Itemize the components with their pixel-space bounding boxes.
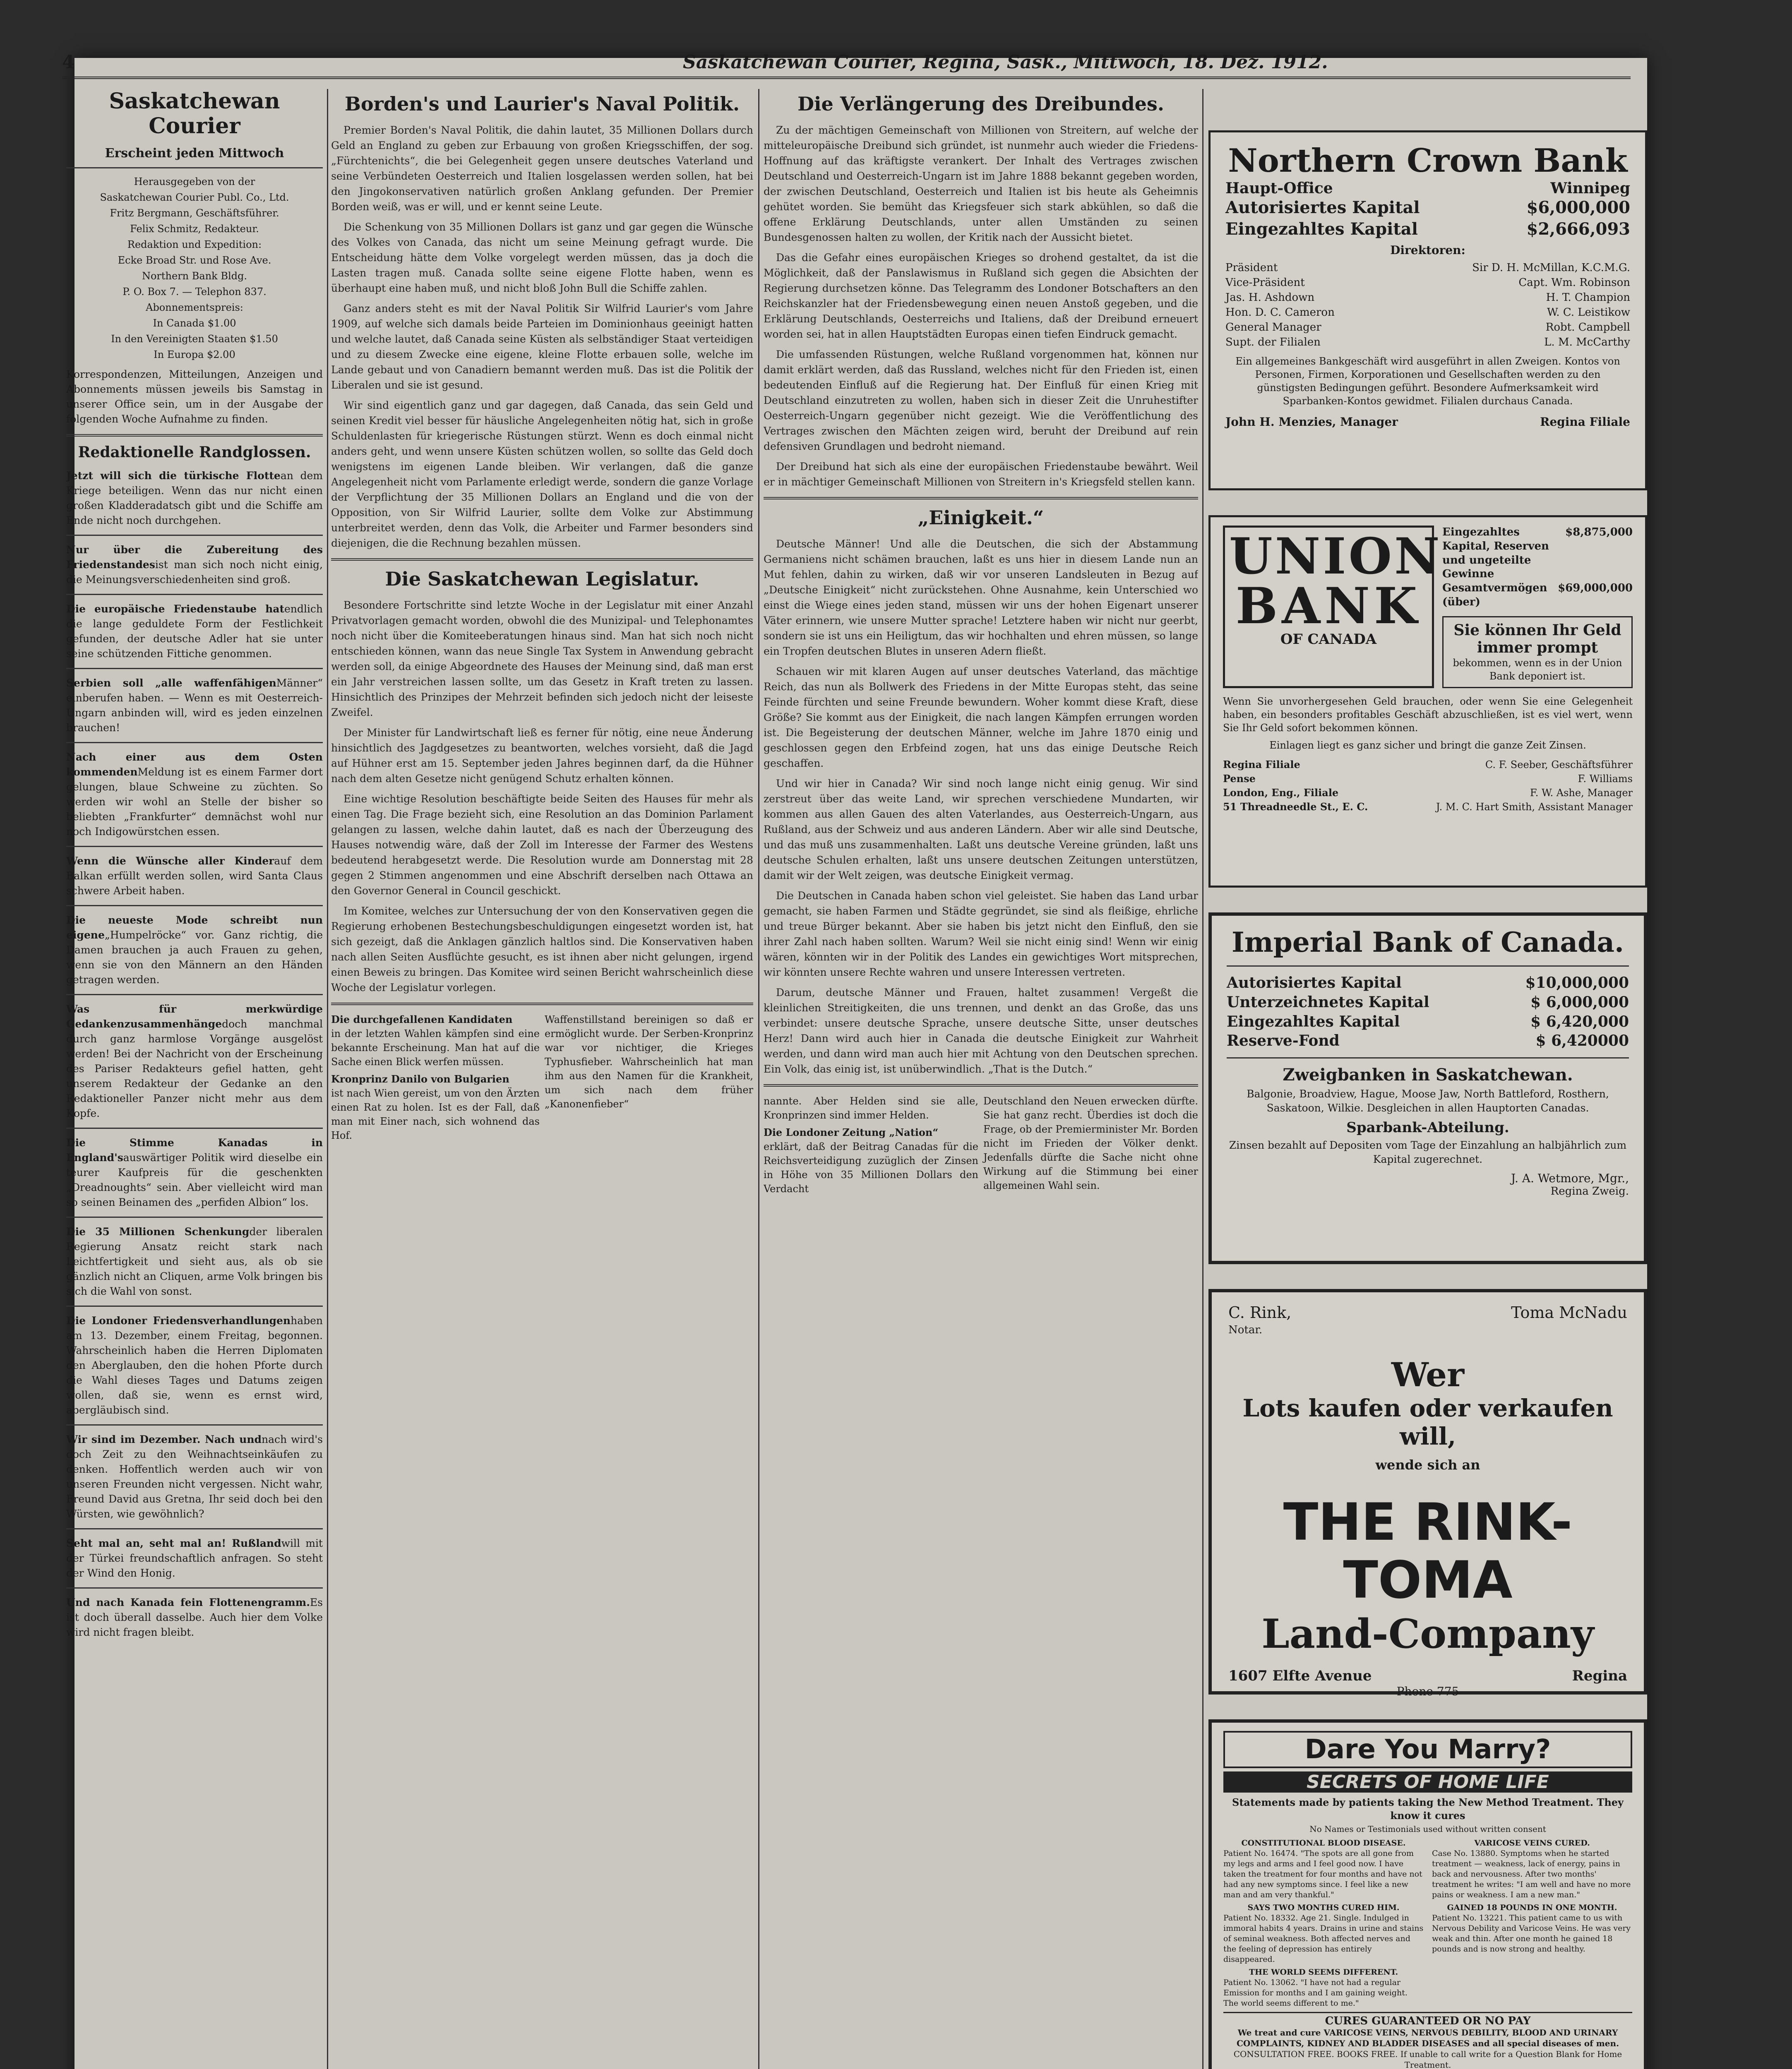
company-name: THE RINK-TOMA	[1283, 1493, 1573, 1610]
free-consultation: CONSULTATION FREE. BOOKS FREE. If unable to call write for a Question Blank for Home Treatment.	[1233, 2049, 1622, 2069]
glosse-item	[66, 1536, 323, 1581]
imprint-line: Northern Bank Bldg.	[142, 270, 247, 282]
logo-line: UNION	[1229, 527, 1442, 586]
glosse-text: der liberalen Regierung Ansatz reicht stark nach Leichtfertigkeit und sieht aus, als ob sie gänzlich nicht an Cliquen, arme Volk bringen bis sich die Wahl von sonst.	[66, 1225, 323, 1297]
capital-label: Autorisiertes Kapital	[1227, 974, 1402, 991]
divider	[66, 1128, 323, 1129]
branch-name: 51 Threadneedle St., E. C.	[1223, 800, 1368, 813]
column-rule	[327, 89, 328, 2069]
divider	[66, 167, 323, 168]
capital-value: $8,875,000	[1565, 526, 1633, 538]
testimonial-title: CONSTITUTIONAL BLOOD DISEASE.	[1241, 1839, 1406, 1848]
capital-label: Gesamtvermögen (über)	[1442, 582, 1547, 608]
director-row	[1225, 320, 1630, 335]
article-paragraph: Eine wichtige Resolution beschäftigte beide Seiten des Hauses für mehr als einen Tag. Die Frage bezieht sich, eine Resolution an das Dominion Parlament gelangen zu lassen, welche dahin lautet, daß es nach der Überzeugung des Hauses notwendig wäre, daß der Zoll im Interesse der Farmer des Westens bedeutend herabgesetzt werde. Die Resolution wurde am Donnerstag mit 28 gegen 2 Stimmen angenommen und eine Abschrift derselben nach Ottawa an den Governor General in Council geschickt.	[331, 792, 753, 897]
glosse-text: haben am 13. Dezember, einem Freitag, begonnen. Wahrscheinlich haben die Herren Diplomaten den Aberglauben, den die hohen Pforte durch die Wahl dieses Tages und Datums zeigen wollen, daß sie, wenn es ernst wird, abergläubisch sind.	[66, 1314, 323, 1416]
diseases: We treat and cure VARICOSE VEINS, NERVOUS DEBILITY, BLOOD AND URINARY COMPLAINTS, KIDNEY AND BLADDER DISEASES and all special diseases of men.	[1236, 2028, 1619, 2048]
branches-list	[1223, 758, 1633, 814]
glosse-text: nach wird's doch Zeit zu den Weihnachtseinkäufen zu denken. Hoffentlich werden auch wir von unseren Freunden nicht vergessen. Nicht wahr, Freund David aus Gretna, Ihr seid doch bei den Würsten, wie gewöhnlich?	[66, 1433, 323, 1520]
glosse-text: auf dem Balkan erfüllt werden sollen, wird Santa Claus schwere Arbeit haben.	[66, 854, 323, 897]
imprint-lines	[66, 175, 323, 361]
capital-row	[1442, 581, 1633, 610]
article-paragraph: Besondere Fortschritte sind letzte Woche in der Legislatur mit einer Anzahl Privatvorlagen gemacht worden, obwohl die des Munizipal- und Telephonamtes noch nicht über die Komiteeberatungen hinaus sind. Man hat sich noch nicht entschieden können, wann das neue Single Tax System in Anwendung gebracht werden soll, da einige Abgeordnete des Hauses der Meinung sind, daß man erst ein Jahr verstreichen lassen sollte, um das Gesetz in Kraft treten zu lassen. Hinsichtlich des Prinzipes der Mehrzeit befinden sich jedoch nicht der leiseste Zweifel.	[331, 599, 753, 718]
director-name: L. M. McCarthy	[1544, 336, 1630, 348]
director-row	[1225, 275, 1630, 290]
glosse-lead: Die Stimme Kanadas in England's	[66, 1136, 323, 1164]
savings-title: Sparbank-Abteilung.	[1346, 1119, 1509, 1136]
branch-name: London, Eng., Filiale	[1223, 786, 1339, 799]
testimonials	[1223, 1838, 1632, 2009]
article-paragraph: Das die Gefahr eines europäischen Krieges so drohend gestaltet, da ist die Möglichkeit, daß der Panslawismus in Rußland sich gegen die Absichten der Regierung durchsetzen könne. Das Telegramm des Londoner Botschafters an den Reichskanzler hat der Friedensbewegung einen neuen Anstoß gegeben, und die Erklärung Deutschlands, Oesterreichs und Italiens, daß der Dreibund erneuert worden sei, hat in allen Hauptstädten Europas einen tiefen Eindruck gemacht.	[764, 251, 1198, 340]
partner-name: Toma McNadu	[1511, 1303, 1627, 1322]
ad-union-bank	[1208, 515, 1647, 888]
glosse-lead: Nur über die Zubereitung des Friedenstandes	[66, 543, 323, 571]
note-lead: Die Londoner Zeitung „Nation“	[764, 1126, 939, 1138]
phone: Phone 775	[1396, 1685, 1459, 1698]
ad-note: No Names or Testimonials used without written consent	[1309, 1824, 1546, 1834]
ad-capital-rows	[1225, 197, 1630, 240]
glosse-text: auswärtiger Politik wird dieselbe ein teurer Kaufpreis für die geschenkten „Dreadnoughts“ sein. Aber vielleicht wird man so seinen Beinamen des „perfiden Albion“ los.	[66, 1151, 323, 1208]
imprint-line: In den Vereinigten Staaten $1.50	[111, 333, 278, 345]
divider	[66, 846, 323, 847]
article-paragraph: Der Dreibund hat sich als eine der europäischen Friedenstaube bewährt. Weil er in mächtiger Gemeinschaft Millionen von Streitern in's Kriegsfeld stellen kann.	[764, 460, 1198, 488]
note-lead: Kronprinz Danilo von Bulgarien	[331, 1073, 509, 1085]
glosse-lead: Jetzt will sich die türkische Flotte	[66, 469, 281, 482]
imprint-title: Saskatchewan Courier	[109, 89, 280, 139]
director-name: Sir D. H. McMillan, K.C.M.G.	[1472, 262, 1630, 274]
ad-rink-toma	[1208, 1289, 1647, 1698]
glosse-lead: Und nach Kanada fein Flottenengramm.	[66, 1596, 310, 1608]
glosse-item	[66, 854, 323, 898]
branch-manager: F. W. Ashe, Manager	[1530, 787, 1633, 799]
glosse-item	[66, 750, 323, 839]
divider	[66, 535, 323, 536]
director-row	[1225, 290, 1630, 305]
article-body	[331, 598, 753, 995]
address: 1607 Elfte Avenue	[1228, 1668, 1372, 1684]
footer-notes	[331, 1013, 753, 1143]
company-name: Land-Company	[1261, 1611, 1594, 1657]
testimonial-title: THE WORLD SEEMS DIFFERENT.	[1249, 1968, 1398, 1977]
divider	[331, 1003, 753, 1005]
branch-row	[1223, 758, 1633, 772]
glosse-item	[66, 676, 323, 735]
article-title: Die Verlängerung des Dreibundes.	[798, 93, 1164, 115]
capital-value: $ 6,420,000	[1530, 1013, 1629, 1030]
branch-row	[1223, 772, 1633, 786]
divider	[66, 1587, 323, 1589]
manager: John H. Menzies, Manager	[1225, 415, 1398, 429]
imprint-line: Saskatchewan Courier Publ. Co., Ltd.	[100, 191, 289, 203]
glosse-lead: Die Londoner Friedensverhandlungen	[66, 1314, 291, 1327]
ad-names	[1228, 1304, 1627, 1339]
note-text: in der letzten Wahlen kämpfen sind eine bekannte Erscheinung. Man hat auf die Sache einen Blick werfen müssen.	[331, 1027, 540, 1068]
article-paragraph: Die Deutschen in Canada haben schon viel geleistet. Sie haben das Land urbar gemacht, sie haben Farmen und Städte gegründet, sie sind als fleißige, ehrliche und treue Bürger bekannt. Aber sie haben bis jetzt nicht den Einfluß, den sie ihrer Zahl nach haben sollten. Warum? Weil sie nicht einig sind! Wenn wir einig wären, könnten wir in der Politik des Landes ein gewichtiges Wort mitsprechen, wir könnten unsere Rechte wahren und unsere Interessen vertreten.	[764, 889, 1198, 978]
glosse-text: an dem Kriege beteiligen. Wenn das nur nicht einen großen Kladderadatsch gibt und die Schiffe am Ende nicht noch durchgehen.	[66, 469, 323, 526]
guarantee: CURES GUARANTEED OR NO PAY	[1223, 2012, 1632, 2027]
divider	[66, 742, 323, 743]
director-name: W. C. Leistikow	[1547, 306, 1630, 319]
glosse-item	[66, 602, 323, 661]
capital-label: Eingezahltes Kapital	[1227, 1013, 1400, 1030]
city: Regina	[1572, 1668, 1627, 1684]
glosse-item	[66, 1432, 323, 1522]
testimonial-title: GAINED 18 POUNDS IN ONE MONTH.	[1447, 1903, 1617, 1912]
testimonial-text: Case No. 13880. Symptoms when he started treatment — weakness, lack of energy, pains in back and nervousness. After two months' treatment he writes: "I am well and have no more pains or weakness. I am a new man."	[1432, 1849, 1631, 1899]
glosse-item	[66, 468, 323, 528]
ad-body: Wenn Sie unvorhergesehen Geld brauchen, oder wenn Sie eine Gelegenheit haben, ein besonders profitables Geschäft abzuschließen, ist es viel wert, wenn Sie Ihr Geld sofort bekommen können.	[1223, 695, 1633, 734]
divider	[66, 594, 323, 595]
divider	[66, 905, 323, 906]
testimonial-title: VARICOSE VEINS CURED.	[1474, 1839, 1590, 1848]
note-text: ist nach Wien gereist, um von den Ärzten einen Rat zu holen. Ist es der Fall, daß man mit Einer nach, sich wohnend das Hof.	[331, 1087, 540, 1141]
glossen-list	[66, 468, 323, 1640]
footer-note-mid	[545, 1013, 753, 1143]
article-title: Die Saskatchewan Legislatur.	[385, 567, 699, 590]
article-title: Borden's und Laurier's Naval Politik.	[344, 93, 740, 115]
glosse-item	[66, 1595, 323, 1640]
capital-row	[1227, 973, 1629, 993]
testimonial-text: Patient No. 13062. "I have not had a regular Emission for months and I am gaining weight. The world seems different to me."	[1223, 1978, 1408, 2008]
ad-title: Dare You Marry?	[1223, 1731, 1632, 1768]
divider	[66, 1217, 323, 1218]
slogan: immer prompt	[1477, 638, 1598, 656]
glosse-lead: Wir sind im Dezember. Nach und	[66, 1433, 262, 1445]
article-paragraph: Die umfassenden Rüstungen, welche Rußland vorgenommen hat, können nur damit erklärt werden, daß das Russland, welches nicht für den Frieden ist, einen bedeutenden Einfluß auf die Regierung hat. Der Einfluß für einen Krieg mit Deutschland einzutreten zu wollen, haben sich in dieser Zeit die Unruhestifter Oesterreich-Ungarn gegenüber nicht gezeigt. Wie die Veröffentlichung des Vertrages zwischen den Mächten zeigen wird, beruht der Dreibund auf rein defensiven Grundlagen und bedroht niemand.	[764, 348, 1198, 452]
glosse-lead: Nach einer aus dem Osten kommenden	[66, 751, 323, 778]
address-row	[1228, 1667, 1627, 1685]
ad-capital-rows	[1227, 973, 1629, 1051]
testimonial-col	[1223, 1838, 1424, 2009]
ad-hq	[1225, 180, 1630, 197]
glossen-title: Redaktionelle Randglossen.	[78, 443, 311, 461]
article-body	[331, 122, 753, 551]
glosse-lead: Die europäische Friedenstaube hat	[66, 602, 284, 615]
article-paragraph: Zu der mächtigen Gemeinschaft von Millionen von Streitern, auf welche der mitteleuropäische Dreibund sich gründet, ist nunmehr auch wieder die Friedens-Hoffnung auf das kräftigste verankert. Der Inhalt des Vertrages zwischen Deutschland und Oesterreich-Ungarn ist im Jahre 1888 bekannt gegeben worden, der zwischen Deutschland, Oesterreich und Italien ist bis heute als Geheimnis gehütet worden. Sie bemüht das Kriegsfeuer sich stark abkühlen, so daß die offene Erklärung Deutschlands, unter allen Umständen zu seinen Bundesgenossen halten zu wollen, der Kritik nach der Aussicht bietet.	[764, 124, 1198, 243]
divider	[66, 1424, 323, 1426]
capital-row	[1227, 1031, 1629, 1051]
ad-subtitle: SECRETS OF HOME LIFE	[1223, 1771, 1632, 1793]
ad-imperial-bank	[1208, 912, 1647, 1264]
glosse-text: ist man sich noch nicht einig, die Meinungsverschiedenheiten sind groß.	[66, 558, 323, 586]
notary-name: C. Rink,	[1228, 1303, 1292, 1322]
dateline: Saskatchewan Courier, Regina, Sask., Mittwoch, 18. Dez. 1912.	[683, 52, 1328, 73]
branch-name: Regina Filiale	[1223, 758, 1300, 770]
ad-body: Ein allgemeines Bankgeschäft wird ausgeführt in allen Zweigen. Kontos von Personen, Firmen, Korporationen und Gesellschaften werden zu den günstigsten Bedingungen geführt. Besondere Aufmerksamkeit wird Sparbanken-Kontos gewidmet. Filialen durchaus Canada.	[1235, 355, 1620, 407]
imprint-line: Felix Schmitz, Redakteur.	[130, 223, 259, 235]
capital-row	[1227, 1012, 1629, 1032]
director-role: Hon. D. C. Cameron	[1225, 306, 1335, 319]
imprint-notice: Korrespondenzen, Mitteilungen, Anzeigen und Abonnements müssen jeweils bis Samstag in unserer Office sein, um in der Ausgabe der folgenden Woche Aufnahme zu finden.	[66, 368, 323, 425]
savings-text: Zinsen bezahlt auf Depositen vom Tage der Einzahlung an halbjährlich zum Kapital zugerechnet.	[1229, 1139, 1627, 1166]
column-rule	[1202, 89, 1203, 2069]
glosse-lead: Wenn die Wünsche aller Kinder	[66, 854, 274, 867]
ad-title: Imperial Bank of Canada.	[1231, 926, 1624, 958]
branch-manager: J. M. C. Hart Smith, Assistant Manager	[1436, 801, 1633, 813]
testimonial-text: Patient No. 18332. Age 21. Single. Indulged in immoral habits 4 years. Drains in urine and stains of seminal weakness. Both affected nerves and the feeling of depression has entirely disappeared.	[1223, 1913, 1424, 1964]
glosse-text: Es ist doch überall dasselbe. Auch hier dem Volke wird nicht fragen bleibt.	[66, 1596, 323, 1638]
union-slogan-box	[1442, 616, 1633, 688]
divider	[66, 668, 323, 669]
union-logo	[1223, 526, 1442, 688]
glosse-lead: Die neueste Mode schreibt nun eigene	[66, 914, 323, 941]
slogan-text: bekommen, wenn es in der Union Bank deponiert ist.	[1453, 657, 1622, 682]
capital-label: Autorisiertes Kapital	[1225, 198, 1420, 217]
capital-value: $69,000,000	[1558, 582, 1633, 595]
note-lead: Die durchgefallenen Kandidaten	[331, 1013, 513, 1025]
testimonial-col	[1432, 1838, 1632, 2009]
divider	[66, 434, 323, 437]
union-figures	[1442, 526, 1633, 688]
glosse-text: „Humpelröcke“ vor. Ganz richtig, die Damen brauchen ja auch Frauen zu gehen, wenn sie von den Männern an den Händen getragen werden.	[66, 929, 323, 986]
divider	[66, 1306, 323, 1307]
glosse-text: will mit der Türkei freundschaftlich anfragen. So steht der Wind den Honig.	[66, 1537, 323, 1579]
glosse-text: Meldung ist es einem Farmer dort gelungen, blaue Schweine zu züchten. So werden wir wohl an Stelle der bisher so beliebten „Frankfurter“ demnächst wohl nur noch Indigowürstchen essen.	[66, 766, 323, 838]
glosse-item	[66, 1135, 323, 1210]
glosse-text: endlich die lange geduldete Form der Festlichkeit gefunden, der deutsche Adler hat sie unter seine schützenden Fittiche genommen.	[66, 602, 323, 660]
capital-label: Eingezahltes Kapital, Reserven und ungeteilte Gewinne	[1442, 526, 1549, 581]
divider	[66, 1528, 323, 1529]
imprint-line: Herausgegeben von der	[134, 175, 255, 187]
glosse-item	[66, 1224, 323, 1299]
article-body	[764, 536, 1198, 1077]
branch: Regina Filiale	[1540, 415, 1630, 429]
ad-body: Einlagen liegt es ganz sicher und bringt die ganze Zeit Zinsen.	[1269, 739, 1586, 751]
capital-value: $2,666,093	[1526, 219, 1630, 239]
glosse-item	[66, 542, 323, 587]
hq-city: Winnipeg	[1550, 180, 1630, 197]
director-name: H. T. Champion	[1546, 291, 1630, 304]
ad-northern-crown-bank	[1208, 130, 1647, 490]
testimonial-text: Patient No. 16474. "The spots are all gone from my legs and arms and I feel good now. I have taken the treatment for four months and have not had any new symptoms since. I feel like a new man and am very thankful."	[1223, 1849, 1422, 1899]
glosse-item	[66, 913, 323, 987]
capital-label: Eingezahltes Kapital	[1225, 219, 1418, 239]
article-paragraph: Darum, deutsche Männer und Frauen, haltet zusammen! Vergeßt die kleinlichen Streitigkeiten, die uns trennen, und denkt an das Große, das uns verbindet: unsere deutsche Sprache, unsere deutsche Sitte, unser deutsches Herz! Dann wird auch hier in Canada die deutsche Einigkeit zur Wahrheit werden, und dann wird man auch hier mit Achtung von den Deutschen sprechen. Ein Volk, das einig ist, ist unüberwindlich. „That is the Dutch.“	[764, 986, 1198, 1075]
imprint-line: In Europa $2.00	[154, 348, 235, 360]
article-paragraph: Im Komitee, welches zur Untersuchung der von den Konservativen gegen die Regierung erhobenen Bestechungsbeschuldigungen eingesetzt worden ist, hat sich gezeigt, daß die Anklagen gänzlich haltlos sind. Die Konservativen haben nach allen Seiten Ausflüchte gesucht, es ist ihnen aber nicht gelungen, irgend einen Beweis zu bringen. Das Komitee wird seinen Bericht wahrscheinlich diese Woche der Legislatur vorlegen.	[331, 905, 753, 994]
capital-row	[1442, 526, 1633, 581]
headline: Wer	[1391, 1355, 1465, 1394]
capital-label: Unterzeichnetes Kapital	[1227, 993, 1429, 1011]
director-name: Robt. Campbell	[1545, 321, 1630, 334]
ad-kennedy	[1208, 1719, 1647, 2069]
director-role: General Manager	[1225, 321, 1321, 334]
column-3	[764, 89, 1198, 2069]
footer-note-left	[331, 1013, 540, 1143]
notary-title: Notar.	[1228, 1324, 1263, 1336]
ad-footer	[1225, 413, 1630, 431]
directors-title: Direktoren:	[1390, 243, 1465, 257]
branch-manager: C. F. Seeber, Geschäftsführer	[1485, 758, 1633, 770]
testimonial-title: SAYS TWO MONTHS CURED HIM.	[1247, 1903, 1400, 1912]
divider	[1227, 965, 1629, 967]
capital-row	[1225, 197, 1630, 218]
capital-value: $6,000,000	[1526, 198, 1630, 217]
note-text: nannte. Aber Helden sind sie alle, Kronprinzen sind immer Helden.	[764, 1095, 978, 1121]
hq-label: Haupt-Office	[1225, 180, 1333, 197]
capital-label: Reserve-Fond	[1227, 1032, 1340, 1050]
glosse-text: Männer“ einberufen haben. — Wenn es mit Oesterreich-Ungarn anbinden will, wird es jeden einzelnen brauchen!	[66, 677, 323, 734]
capital-row	[1225, 218, 1630, 240]
article-paragraph: Wir sind eigentlich ganz und gar dagegen, daß Canada, das sein Geld und seinen Kredit viel besser für häusliche Angelegenheiten nötig hat, sich in große Schuldenlasten für kriegerische Rüstungen stürzt. Wenn es doch einmal nicht anders geht, und wenn unsere Küsten schützen wollen, so sollte das Geld doch wenigstens im eigenen Lande bleiben. Wir verlangen, daß die ganze Angelegenheit nicht vom Parlamente erledigt werde, sondern die ganze Vorlage der Verpflichtung der 35 Millionen Dollars an England und die von der Opposition, von Sir Wilfrid Laurier, sollte dem Volke zur Abstimmung unterbreitet werden, denn das Volk, die Arbeiter und Farmer besonders sind diejenigen, die die Rechnung bezahlen müssen.	[331, 399, 753, 549]
ad-capital-rows	[1442, 526, 1633, 610]
note-text: erklärt, daß der Beitrag Canadas für die Reichsverteidigung zuzüglich der Zinsen in Höhe von 35 Millionen Dollars den Verdacht	[764, 1140, 978, 1195]
glosse-lead: Was für merkwürdige Gedankenzusammenhänge	[66, 1003, 323, 1030]
directors-list	[1225, 260, 1630, 350]
column-rule	[758, 89, 759, 2069]
glosse-lead: Die 35 Millionen Schenkung	[66, 1225, 250, 1238]
article-paragraph: Und wir hier in Canada? Wir sind noch lange nicht einig genug. Wir sind zerstreut über das weite Land, wir sprechen verschiedene Mundarten, wir kommen aus allen Gauen des alten Vaterlandes, aus Oesterreich-Ungarn, aus Rußland, aus der Schweiz und aus anderen Ländern. Aber wir alle sind Deutsche, und das muß uns zusammenhalten. Laßt uns deutsche Vereine gründen, laßt uns deutsche Schulen erhalten, laßt uns unsere deutschen Zeitungen unterstützen, damit wir der Welt zeigen, was deutsche Einigkeit vermag.	[764, 777, 1198, 881]
ad-lead: Statements made by patients taking the New Method Treatment. They know it cures	[1232, 1796, 1624, 1822]
capital-value: $ 6,000,000	[1530, 993, 1629, 1011]
logo-line: OF CANADA	[1280, 631, 1377, 648]
imprint-line: Redaktion und Expedition:	[127, 238, 262, 250]
director-role: Vice-Präsident	[1225, 276, 1305, 289]
masthead	[62, 43, 1631, 79]
testimonial-text: Patient No. 13221. This patient came to us with Nervous Debility and Varicose Veins. He was very weak and thin. After one month he gained 18 pounds and is now strong and healthy.	[1432, 1913, 1631, 1954]
footer-notes	[764, 1094, 1198, 1196]
page-number: 4	[62, 52, 75, 73]
divider	[331, 558, 753, 561]
article-body	[764, 122, 1198, 490]
director-role: Supt. der Filialen	[1225, 336, 1321, 348]
branch-row	[1223, 800, 1633, 814]
branches-text: Balgonie, Broadview, Hague, Moose Jaw, North Battleford, Rosthern, Saskatoon, Wilkie. Desgleichen in allen Hauptorten Canadas.	[1247, 1088, 1609, 1114]
director-row	[1225, 260, 1630, 275]
article-paragraph: Premier Borden's Naval Politik, die dahin lautet, 35 Millionen Dollars durch Geld an England zu geben zur Erbauung von großen Kriegsschiffen, der sog. „Fürchtenichts“, die bei Gelegenheit gegen unsere deutsches Vaterland und seine Verbündeten Oesterreich und Italien losgelassen werden sollen, hat bei den Jingokonservativen natürlich großen Anklang gefunden. Der Premier Borden weiß, was er will, und er kennt seine Leute.	[331, 124, 753, 213]
article-paragraph: Ganz anders steht es mit der Naval Politik Sir Wilfrid Laurier's vom Jahre 1909, auf welche sich damals beide Parteien im Dominionhaus geeinigt hatten und welche lautet, daß Canada seine Küsten als selbständiger Staat verteidigen und zu diesem Zwecke eine eigene, kleine Flotte erbauen solle, welche im Lande gebaut und von Canadiern bemannt werden muß. Das ist die Politik der Liberalen und sie ist gesund.	[331, 302, 753, 391]
director-row	[1225, 305, 1630, 320]
divider	[1227, 1057, 1629, 1059]
director-role: Jas. H. Ashdown	[1225, 291, 1315, 304]
manager: J. A. Wetmore, Mgr.,	[1511, 1171, 1629, 1186]
article-paragraph: Die Schenkung von 35 Millionen Dollars ist ganz und gar gegen die Wünsche des Volkes von Canada, das nicht um seine Meinung gefragt wurde. Die Entscheidung hätte dem Volke vorgelegt werden müssen, das ja doch die Lasten tragen muß. Canada sollte seine eigene Flotte haben, wenn es überhaupt eine haben muß, und nicht bloß John Bull die Schiffe zahlen.	[331, 221, 753, 294]
branch-manager: F. Williams	[1578, 773, 1633, 785]
glosse-item	[66, 1313, 323, 1418]
article-title: „Einigkeit.“	[918, 506, 1044, 529]
glosse-lead: Seht mal an, seht mal an! Rußland	[66, 1537, 281, 1549]
director-role: Präsident	[1225, 262, 1278, 274]
glosse-text: doch manchmal durch ganz harmlose Vorgänge ausgelöst werden! Bei der Nachricht von der Erscheinung des Pariser Redakteurs gefiel hatten, geht unserem Redakteur der Gedanke an den Redaktioneller Panzer nicht mehr aus dem Kopfe.	[66, 1018, 323, 1119]
glosse-item	[66, 1002, 323, 1121]
imprint-line: Fritz Bergmann, Geschäftsführer.	[110, 207, 279, 219]
imprint-line: P. O. Box 7. — Telephon 837.	[123, 286, 267, 298]
article-paragraph: Der Minister für Landwirtschaft ließ es ferner für nötig, eine neue Änderung hinsichtlich des Jagdgesetzes zu beantworten, welches vorsieht, daß die Jagd auf Hühner erst am 15. September jeden Jahres beginnen darf, da die Hühner nach dem alten Gesetze nicht genügend Schutz erhalten können.	[331, 726, 753, 785]
imprint-box	[66, 89, 323, 427]
divider	[764, 1084, 1198, 1087]
column-ads	[1208, 89, 1647, 2069]
divider	[66, 994, 323, 995]
column-2	[331, 89, 753, 2069]
capital-value: $10,000,000	[1525, 974, 1629, 991]
imprint-line: Ecke Broad Str. und Rose Ave.	[118, 254, 271, 266]
note-text: Waffenstillstand bereinigen so daß er ermöglicht wurde. Der Serben-Kronprinz war vor nichtiger, die Krieges Typhusfieber. Wahrscheinlich hat man ihm aus den Namen für die Krankheit, um sich nach dem früher „Kanonenfieber“	[545, 1013, 753, 1110]
director-name: Capt. Wm. Robinson	[1518, 276, 1630, 289]
imprint-line: Abonnementspreis:	[146, 301, 243, 313]
branch-row	[1223, 786, 1633, 800]
branches-title: Zweigbanken in Saskatchewan.	[1283, 1065, 1573, 1085]
director-row	[1225, 335, 1630, 350]
article-paragraph: Deutsche Männer! Und alle die Deutschen, die sich der Abstammung Germaniens nicht schämen brauchen, laßt es uns hier in diesem Lande nun an Mut fehlen, dahin zu wirken, daß wir vor unseren Landsleuten in Bezug auf „Deutsche Einigkeit“ nicht zurückstehen. Ohne Ausnahme, kein Unterschied wo einst die Wiege eines jeden stand, müssen wir uns der hohen Eigenart unserer Väter erinnern, wie unsere Mutter sprache! Letztere haben wir nicht nur geerbt, sondern sie ist uns ein Heiligtum, das wir hochhalten und ehren müssen, so lange ein Tropfen deutschen Blutes in unseren Adern fließt.	[764, 538, 1198, 657]
logo-line: BANK	[1235, 577, 1422, 635]
footer-note-right	[764, 1094, 978, 1196]
headline-sub: wende sich an	[1375, 1457, 1480, 1473]
note-text: Deutschland den Neuen erwecken dürfte. Sie hat ganz recht. Überdies ist doch die Frage, ob der Premierminister Mr. Borden nicht im Frieden der Völker denkt. Jedenfalls dürfte die Sache nicht ohne Wirkung auf die Stimmung bei einer allgemeinen Wahl sein.	[983, 1095, 1198, 1191]
article-paragraph: Schauen wir mit klaren Augen auf unser deutsches Vaterland, das mächtige Reich, das nun als Bollwerk des Friedens in der Mitte Europas steht, das seine Feinde fürchten und seine Freunde bewundern. Woher kommt diese Kraft, diese Größe? Sie kommt aus der Einigkeit, die nach langen Kämpfen errungen worden ist. Die Begeisterung der deutschen Männer, welche im Jahre 1870 einig und geschlossen gegen den Erbfeind zogen, hat uns das einige Deutsche Reich geschaffen.	[764, 665, 1198, 769]
column-1	[66, 89, 323, 2069]
branch: Regina Zweig.	[1550, 1185, 1629, 1198]
slogan: Sie können Ihr Geld	[1453, 621, 1621, 639]
capital-value: $ 6,420000	[1535, 1032, 1629, 1050]
imprint-line: In Canada $1.00	[153, 317, 236, 329]
glosse-lead: Serbien soll „alle waffenfähigen	[66, 677, 276, 689]
capital-row	[1227, 993, 1629, 1012]
left-block	[1228, 1304, 1291, 1339]
ad-title: Northern Crown Bank	[1228, 142, 1628, 180]
imprint-subtitle: Erscheint jeden Mittwoch	[105, 146, 284, 161]
divider	[764, 497, 1198, 499]
branch-name: Pense	[1223, 772, 1256, 785]
headline: Lots kaufen oder verkaufen will,	[1242, 1394, 1613, 1450]
footer-note-far	[983, 1094, 1198, 1196]
